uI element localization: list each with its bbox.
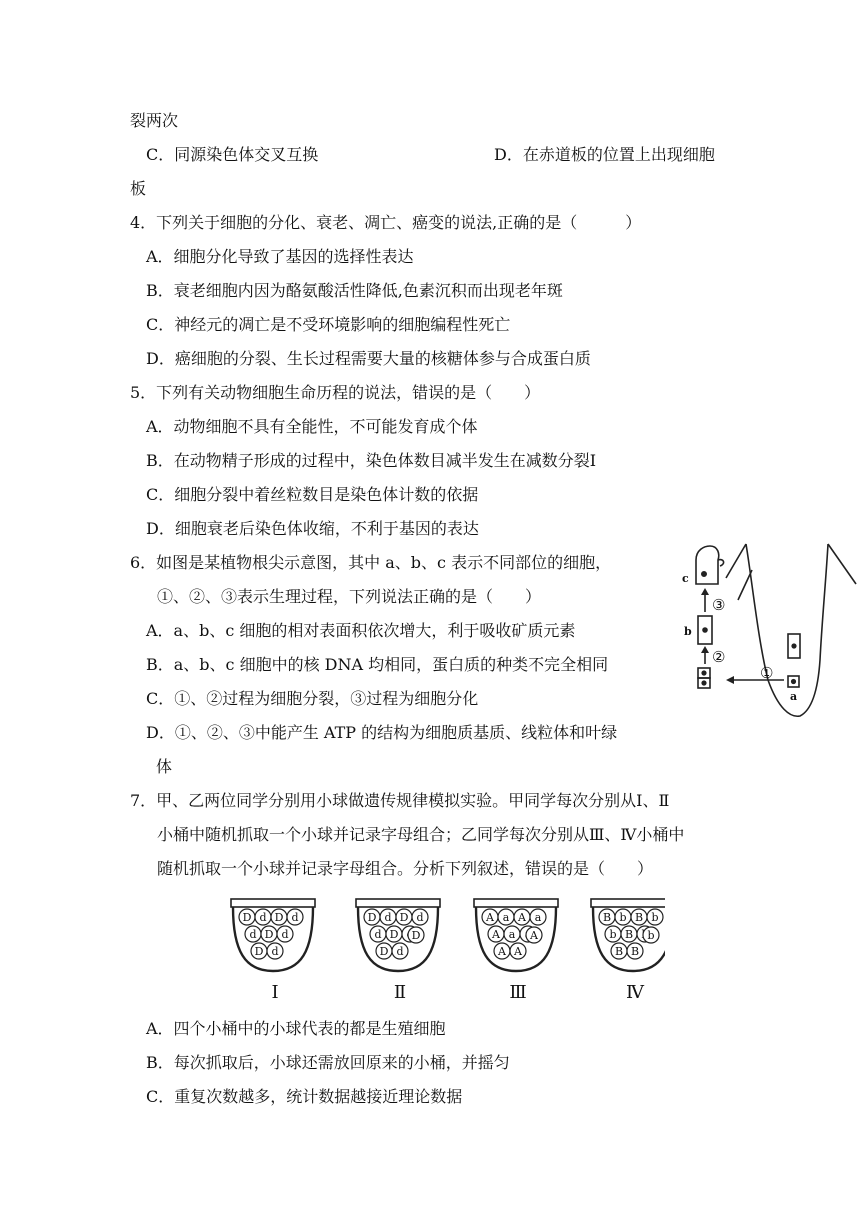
bucket-label: Ⅱ [393, 982, 407, 1003]
ball-label: a [502, 911, 510, 924]
question-7-cont2: 随机抓取一个小球并记录字母组合。分析下列叙述，错误的是（ ） [157, 859, 654, 878]
ball-label: d [384, 911, 392, 924]
arrow-3-head [701, 588, 709, 595]
ball-label: d [416, 911, 424, 924]
q7-option-a: A．四个小桶中的小球代表的都是生殖细胞 [146, 1019, 446, 1038]
q5-option-c: C．细胞分裂中着丝粒数目是染色体计数的依据 [146, 485, 479, 504]
q4-option-a: A．细胞分化导致了基因的选择性表达 [146, 247, 414, 266]
ball-label: B [624, 928, 634, 941]
ball-label: A [498, 945, 506, 958]
ball-label: A [530, 929, 538, 942]
ball-label: d [291, 911, 299, 924]
question-6: 6．如图是某植物根尖示意图，其中 a、b、c 表示不同部位的细胞， [130, 553, 612, 572]
q4-option-d: D．癌细胞的分裂、生长过程需要大量的核糖体参与合成蛋白质 [146, 349, 591, 368]
label-c: c [682, 572, 689, 585]
ball-label: D [242, 911, 252, 924]
q5-option-b: B．在动物精子形成的过程中，染色体数目减半发生在减数分裂Ⅰ [146, 451, 597, 470]
q6-option-d-cont: 体 [156, 757, 173, 776]
ball-label: B [630, 945, 640, 958]
ball-label: D [274, 911, 284, 924]
ball-label: a [508, 928, 516, 941]
question-7-cont: 小桶中随机抓取一个小球并记录字母组合；乙同学每次分别从Ⅲ、Ⅳ小桶中 [157, 825, 685, 844]
ball-label: b [619, 911, 627, 924]
ball-label: D [411, 929, 421, 942]
bucket-label: Ⅲ [509, 982, 527, 1003]
label-process-2: ② [712, 648, 726, 666]
bucket-rim [231, 899, 315, 907]
root-tip-figure [660, 540, 860, 720]
ball-label: b [609, 928, 617, 941]
q4-option-c: C．神经元的凋亡是不受环境影响的细胞编程性死亡 [146, 315, 511, 334]
ball-label: A [492, 928, 500, 941]
buckets-figure [225, 895, 665, 1005]
q6-option-a: A．a、b、c 细胞的相对表面积依次增大，利于吸收矿质元素 [146, 621, 576, 640]
ball-label: b [647, 929, 655, 942]
q4-option-b: B．衰老细胞内因为酪氨酸活性降低,色素沉积而出现老年斑 [146, 281, 563, 300]
ball-label: d [281, 928, 289, 941]
option-c: C．同源染色体交叉互换 [146, 145, 319, 164]
ball-label: D [367, 911, 377, 924]
ball-label: D [264, 928, 274, 941]
q5-option-a: A．动物细胞不具有全能性，不可能发育成个体 [146, 417, 478, 436]
arrow-2-head [701, 646, 709, 653]
q7-option-b: B．每次抓取后，小球还需放回原来的小桶，并摇匀 [146, 1053, 510, 1072]
bucket-rim [591, 899, 665, 907]
ball-label: B [634, 911, 644, 924]
question-6-cont: ①、②、③表示生理过程，下列说法正确的是（ ） [157, 587, 542, 606]
q5-option-d: D．细胞衰老后染色体收缩，不利于基因的表达 [146, 519, 479, 538]
root-hair-line [738, 570, 752, 600]
ball-label: D [399, 911, 409, 924]
ball-label: d [249, 928, 257, 941]
ball-label: d [259, 911, 267, 924]
root-outline [746, 544, 828, 716]
ball-label: D [379, 945, 389, 958]
bucket-2 [356, 899, 440, 1003]
ball-label: D [389, 928, 399, 941]
label-a: a [790, 690, 798, 703]
question-4: 4．下列关于细胞的分化、衰老、凋亡、癌变的说法,正确的是（ ） [130, 213, 642, 232]
q6-option-b: B．a、b、c 细胞中的核 DNA 均相同，蛋白质的种类不完全相同 [146, 655, 609, 674]
question-7: 7．甲、乙两位同学分别用小球做遗传规律模拟实验。甲同学每次分别从Ⅰ、Ⅱ [130, 791, 670, 810]
q7-option-c: C．重复次数越多，统计数据越接近理论数据 [146, 1087, 463, 1106]
bucket-label: Ⅰ [271, 982, 279, 1003]
ball-label: d [396, 945, 404, 958]
label-process-1: ① [760, 664, 774, 682]
ball-label: A [486, 911, 494, 924]
bucket-3 [474, 899, 558, 1003]
ball-label: D [254, 945, 264, 958]
q6-option-d: D．①、②、③中能产生 ATP 的结构为细胞质基质、线粒体和叶绿 [146, 723, 618, 742]
question-5: 5．下列有关动物细胞生命历程的说法，错误的是（ ） [130, 383, 541, 402]
bucket-4 [591, 899, 665, 1003]
ball-label: B [614, 945, 624, 958]
root-hair-line [828, 544, 856, 584]
text-line: 板 [130, 179, 147, 198]
bucket-rim [356, 899, 440, 907]
option-d: D．在赤道板的位置上出现细胞 [494, 145, 715, 164]
text-line: 裂两次 [130, 111, 179, 130]
ball-label: d [271, 945, 279, 958]
cell-c [696, 546, 719, 584]
ball-label: A [518, 911, 526, 924]
label-b: b [684, 625, 692, 638]
cell-c-nucleus [702, 572, 706, 576]
root-hair-line [726, 544, 746, 578]
bucket-rim [474, 899, 558, 907]
bucket-label: Ⅳ [626, 982, 644, 1003]
arrow-1-head [726, 676, 734, 684]
ball-label: B [602, 911, 612, 924]
q6-option-c: C．①、②过程为细胞分裂，③过程为细胞分化 [146, 689, 479, 708]
ball-label: a [534, 911, 542, 924]
ball-label: b [651, 911, 659, 924]
label-process-3: ③ [712, 596, 726, 614]
ball-label: d [374, 928, 382, 941]
ball-label: A [514, 945, 522, 958]
bucket-1 [231, 899, 315, 1003]
